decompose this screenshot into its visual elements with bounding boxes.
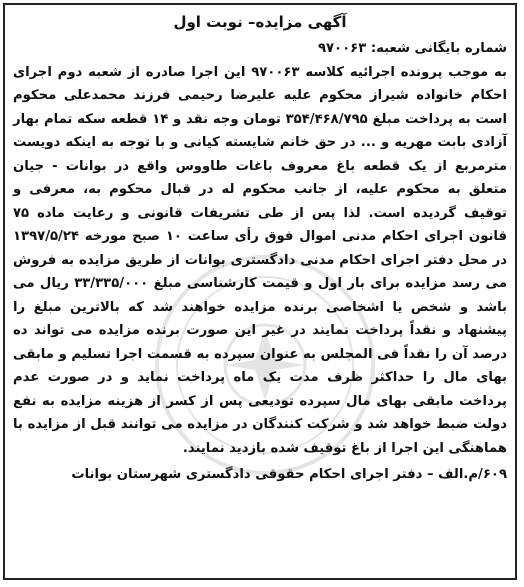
notice-title: آگهی مزایده– نوبت اول (173, 13, 347, 31)
archive-number: شماره بایگانی شعبه: ۹۷۰۰۶۳ (317, 41, 507, 56)
notice-frame (3, 3, 517, 580)
notice-body: به موجب پرونده اجرائیه کلاسه ۹۷۰۰۶۳ این اجرا صادره از شعبه دوم اجرای احکام خانواده شیراز محکوم علیه علیرضا رحیمی فرزند محمدعلی محکوم است به پرداخت مبلغ ۳۵۴/۴۶۸/۷۹۵ تومان وجه نقد و ۱۴ قطعه سکه تمام بهار آزادی بابت مهریه و ... در حق خانم شایسته کیانی و با توجه به اینکه دویست مترمربع از یک قطعه باغ معروف باغات طاووس واقع در بوانات - جیان متعلق به محکوم علیه، از جانب محکوم له در قبال محکوم به، معرفی و توقیف گردیده است. لذا پس از طی تشریفات قانونی و رعایت ماده ۷۵ قانون اجرای احکام مدنی اموال فوق رأی ساعت ۱۰ صبح مورخه ۱۳۹۷/۵/۲۴ در محل دفتر اجرای احکام مدنی دادگستری بوانات از طریق مزایده به فروش می رسد مزایده برای بار اول و قیمت کارشناسی مبلغ ۳۳/۳۳۵/۰۰۰ ریال می باشد و شخص یا اشخاصی برنده مزایده خواهند شد که بالاترین مبلغ را پیشنهاد و نقداً پرداخت نمایند در غیر این صورت برنده مزایده می تواند ده درصد آن را نقداً فی المجلس به عنوان سپرده به قسمت اجرا تسلیم و مابقی بهای مال را حداکثر ظرف مدت یک ماه پرداخت نماید و در صورت عدم پرداخت مابقی بهای مال سپرده تودیعی پس از کسر از هزینه مزایده به نفع دولت ضبط خواهد شد و شرکت کنندگان در مزایده می توانند قبل از مزایده با هماهنگی این اجرا از باغ توقیف شده بازدید نمایند. (13, 64, 507, 456)
notice-footer: ۶۰۹/م.الف – دفتر اجرای احکام حقوقی دادگستری شهرستان بوانات (71, 467, 507, 482)
